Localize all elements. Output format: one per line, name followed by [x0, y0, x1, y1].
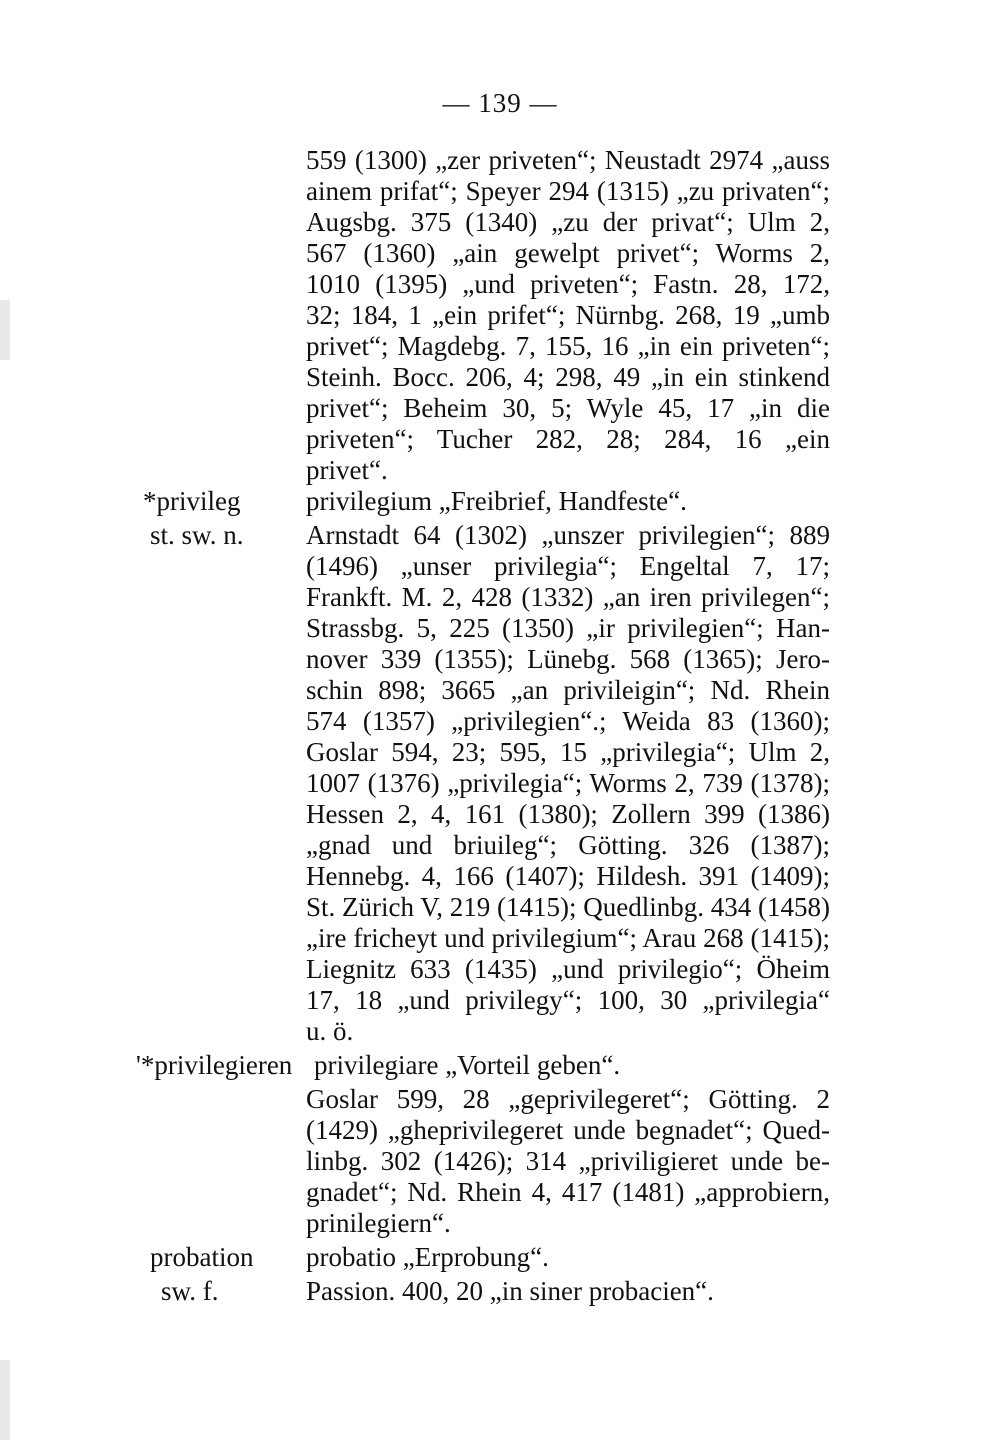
entry-line: 17, 18 „und privilegy“; 100, 30 „privilegia“	[306, 985, 830, 1015]
entry-grammar: st. sw. n.	[150, 520, 244, 550]
entry-line: Passion. 400, 20 „in siner probacien“.	[306, 1276, 714, 1306]
entry-line: 32; 184, 1 „ein prifet“; Nürnbg. 268, 19 „umb	[306, 300, 830, 330]
scan-edge-mark	[0, 300, 10, 360]
entry-line: linbg. 302 (1426); 314 „priviligieret unde be-	[306, 1146, 830, 1176]
entry-line: 559 (1300) „zer priveten“; Neustadt 2974 „auss	[306, 145, 830, 175]
entry-line: Goslar 594, 23; 595, 15 „privilegia“; Ulm 2,	[306, 737, 830, 767]
entry-line: „gnad und briuileg“; Götting. 326 (1387);	[306, 830, 830, 860]
scan-edge-mark	[0, 1360, 10, 1440]
entry-line: schin 898; 3665 „an privileigin“; Nd. Rhein	[306, 675, 830, 705]
entry-line: 574 (1357) „privilegien“.; Weida 83 (1360);	[306, 706, 830, 736]
entry-line: prinilegiern“.	[306, 1208, 451, 1238]
entry-line: Steinh. Bocc. 206, 4; 298, 49 „in ein stinkend	[306, 362, 830, 392]
entry-line: nover 339 (1355); Lünebg. 568 (1365); Jero-	[306, 644, 830, 674]
entry-line: privet“.	[306, 455, 388, 485]
entry-line: „ire fricheyt und privilegium“; Arau 268 (1415);	[306, 923, 830, 953]
entry-line: gnadet“; Nd. Rhein 4, 417 (1481) „approbiern,	[306, 1177, 830, 1207]
entry-line: 567 (1360) „ain gewelpt privet“; Worms 2,	[306, 238, 830, 268]
entry-lemma: probation	[150, 1242, 254, 1272]
entry-line: priveten“; Tucher 282, 28; 284, 16 „ein	[306, 424, 830, 454]
entry-line: Goslar 599, 28 „geprivilegeret“; Götting. 2	[306, 1084, 830, 1114]
entry-grammar: sw. f.	[161, 1276, 219, 1306]
entry-line: ainem prifat“; Speyer 294 (1315) „zu privaten“;	[306, 176, 830, 206]
entry-line: 1010 (1395) „und priveten“; Fastn. 28, 172,	[306, 269, 830, 299]
entry-line: 1007 (1376) „privilegia“; Worms 2, 739 (1378);	[306, 768, 830, 798]
entry-definition: probatio „Erprobung“.	[306, 1242, 549, 1272]
entry-line: privet“; Magdebg. 7, 155, 16 „in ein priveten“;	[306, 331, 830, 361]
entry-line: Augsbg. 375 (1340) „zu der privat“; Ulm 2,	[306, 207, 830, 237]
entry-line: (1429) „gheprivilegeret unde begnadet“; Qued-	[306, 1115, 830, 1145]
entry-line: Strassbg. 5, 225 (1350) „ir privilegien“; Han-	[306, 613, 830, 643]
entry-line: Frankft. M. 2, 428 (1332) „an iren privilegen“;	[306, 582, 830, 612]
entry-line: Hessen 2, 4, 161 (1380); Zollern 399 (1386)	[306, 799, 830, 829]
entry-line: Liegnitz 633 (1435) „und privilegio“; Öheim	[306, 954, 830, 984]
entry-line: Hennebg. 4, 166 (1407); Hildesh. 391 (1409);	[306, 861, 830, 891]
entry-line: Arnstadt 64 (1302) „unszer privilegien“; 889	[306, 520, 830, 550]
entry-lemma: *privileg	[143, 486, 241, 516]
entry-definition: privilegiare „Vorteil geben“.	[314, 1050, 621, 1080]
entry-line: privet“; Beheim 30, 5; Wyle 45, 17 „in die	[306, 393, 830, 423]
entry-definition: privilegium „Freibrief, Handfeste“.	[306, 486, 687, 516]
entry-line: u. ö.	[306, 1016, 354, 1046]
entry-line: (1496) „unser privilegia“; Engeltal 7, 17;	[306, 551, 830, 581]
page-number: — 139 —	[442, 88, 558, 118]
entry-line: St. Zürich V, 219 (1415); Quedlinbg. 434 (1458)	[306, 892, 830, 922]
entry-lemma: '*privilegieren	[136, 1050, 293, 1080]
